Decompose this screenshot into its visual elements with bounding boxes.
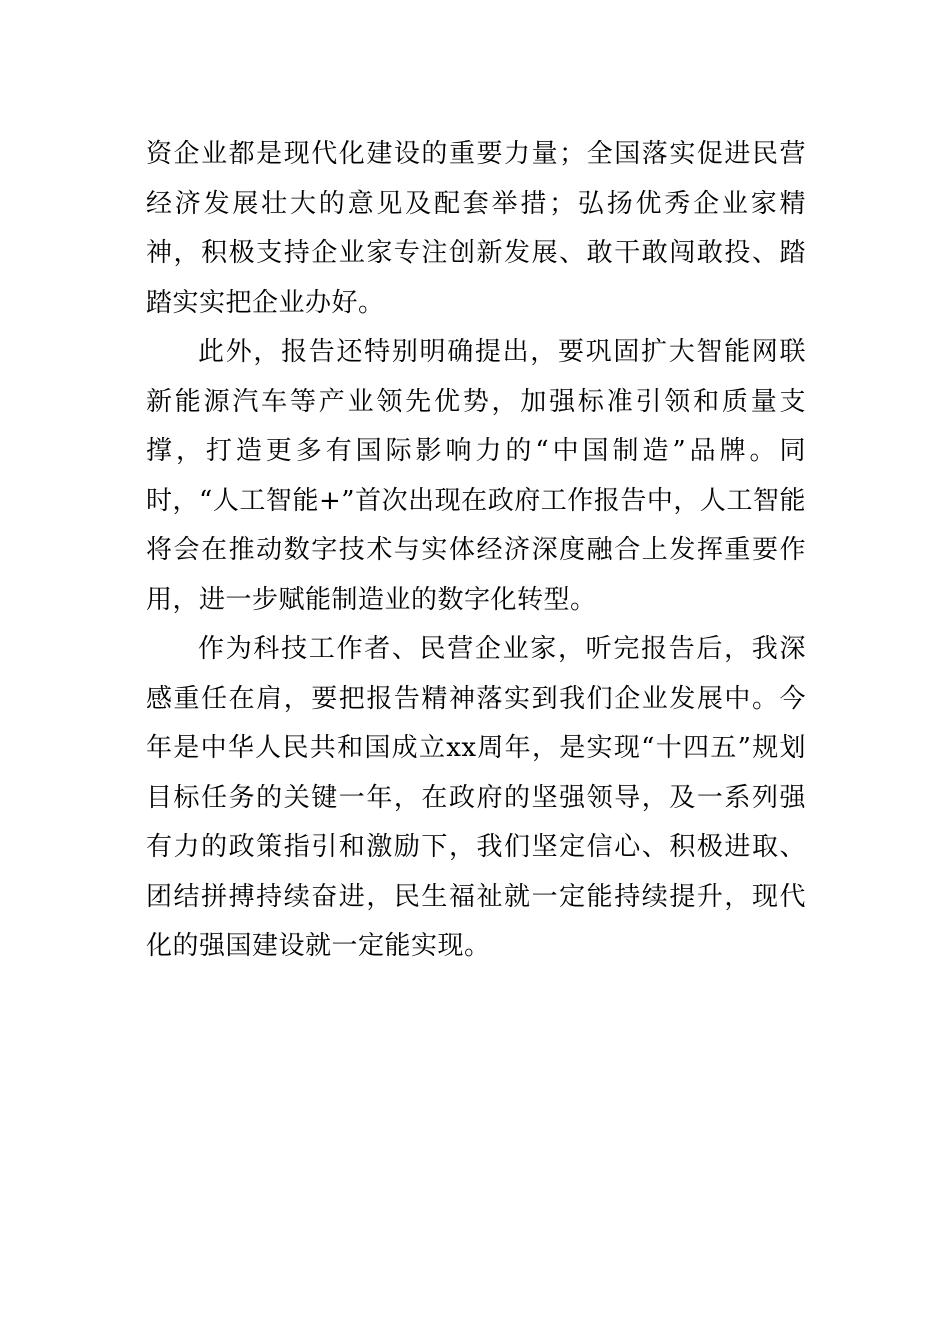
paragraph-3: 作为科技工作者、民营企业家，听完报告后，我深感重任在肩，要把报告精神落实到我们企业发展中。今年是中华人民共和国成立xx周年，是实现“十四五”规划目标任务的关键一年，在政府的坚强领导，及一系列强有力的政策指引和激励下，我们坚定信心、积极进取、团结拼搏持续奋进，民生福祉就一定能持续提升，现代化的强国建设就一定能实现。: [146, 634, 806, 961]
paragraph-2: 此外，报告还特别明确提出，要巩固扩大智能网联新能源汽车等产业领先优势，加强标准引领和质量支撑，打造更多有国际影响力的“中国制造”品牌。同时，“人工智能+”首次出现在政府工作报告中，人工智能将会在推动数字技术与实体经济深度融合上发挥重要作用，进一步赋能制造业的数字化转型。: [146, 337, 806, 615]
document-body: [146, 130, 806, 972]
paragraph-1: 资企业都是现代化建设的重要力量；全国落实促进民营经济发展壮大的意见及配套举措；弘扬优秀企业家精神，积极支持企业家专注创新发展、敢干敢闯敢投、踏踏实实把企业办好。: [146, 139, 806, 318]
